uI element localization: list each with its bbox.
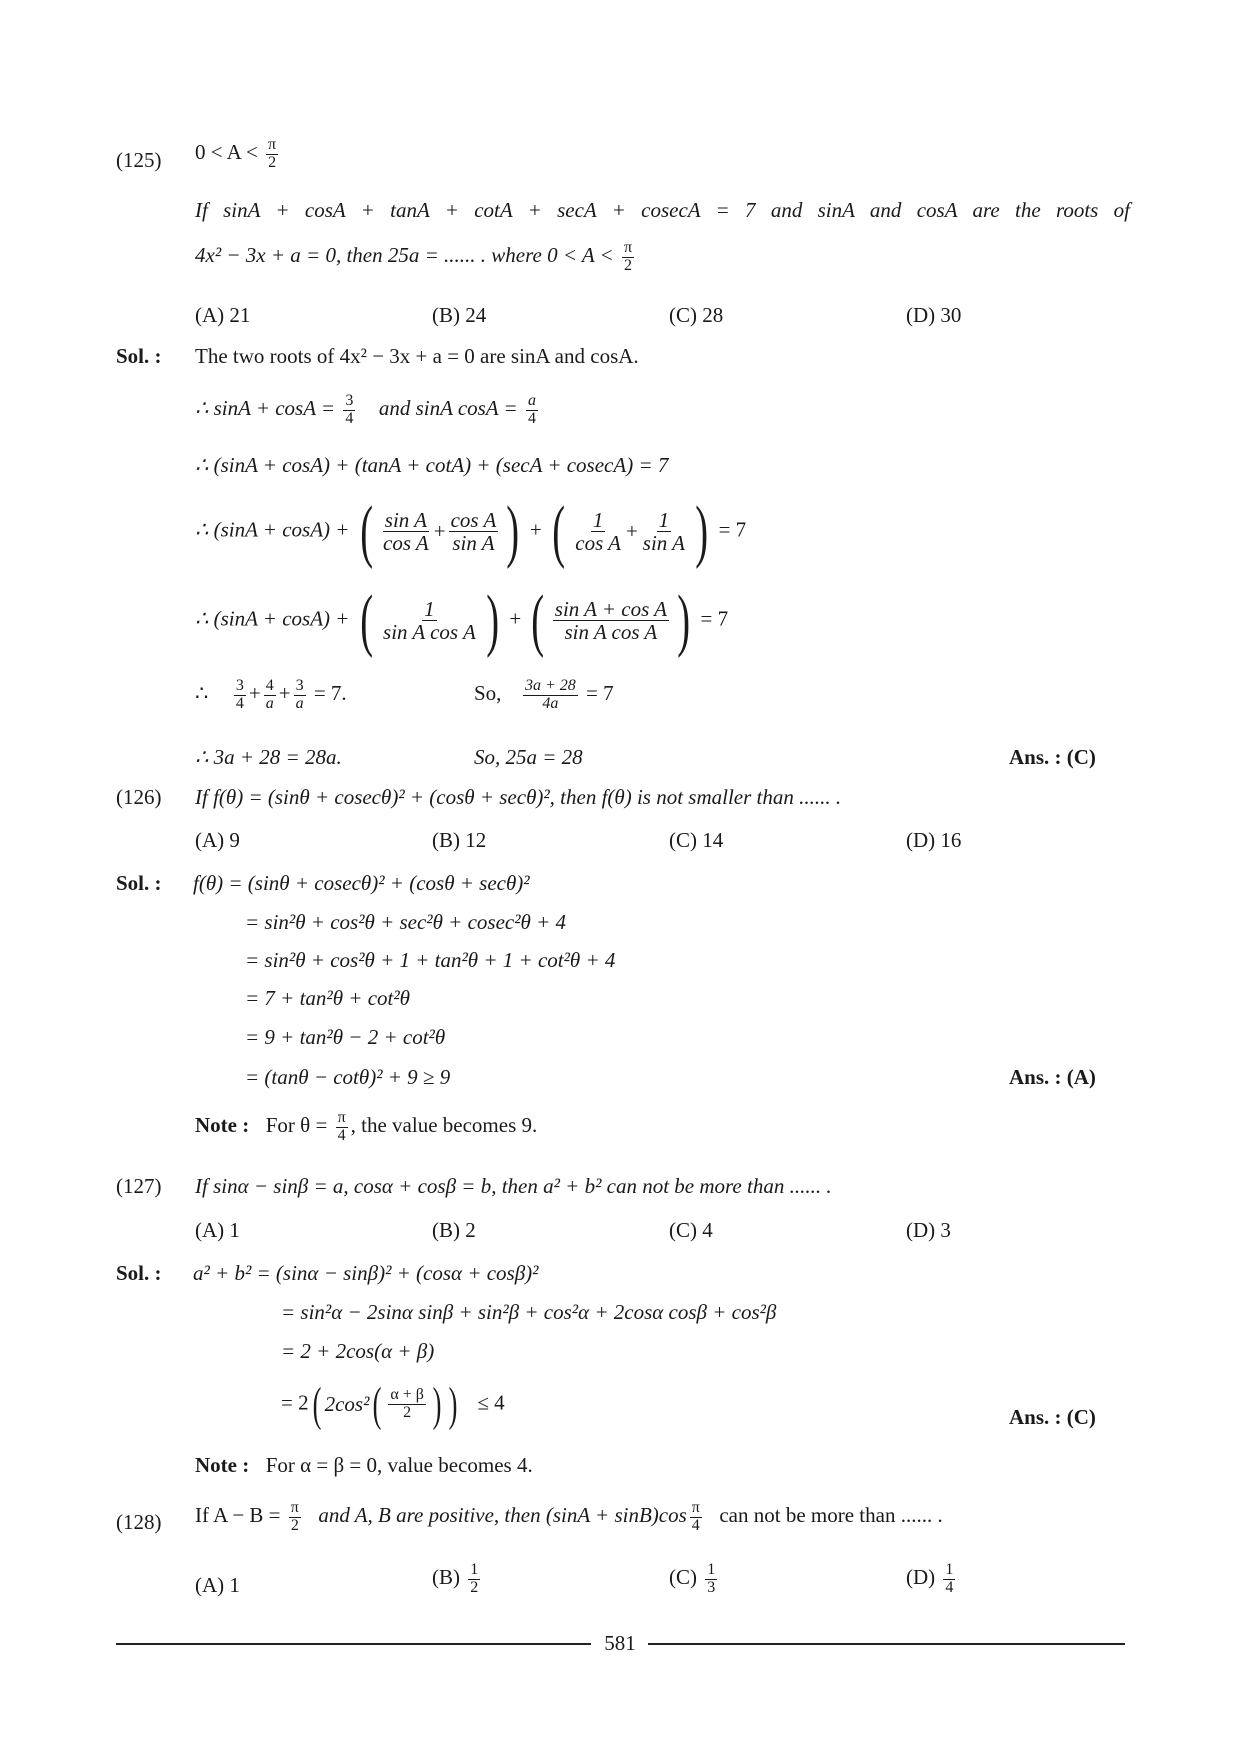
q126-option-a: (A) 9 bbox=[195, 828, 240, 852]
q128-option-d: (D) $\frac{1}{4}$ bbox=[906, 1561, 954, 1596]
page-number: 581 bbox=[604, 1631, 636, 1655]
q126-sol-line2: = sin²θ + cos²θ + sec²θ + cosec²θ + 4 bbox=[245, 910, 566, 934]
q125-sol-line3: ∴ (sinA + cosA) + (tanA + cotA) + (secA + cosecA) = 7 bbox=[195, 453, 669, 477]
q125-option-d: (D) 30 bbox=[906, 303, 962, 327]
q126-sol-line5: = 9 + tan²θ − 2 + cot²θ bbox=[245, 1025, 446, 1049]
q125-question-line2: 4x² − 3x + a = 0, then 25a = ...... . where 0 < A < $\frac{\pi}{2}$ bbox=[195, 239, 633, 274]
q127-sol-line2: = sin²α − 2sinα sinβ + sin²β + cos²α + 2cosα cosβ + cos²β bbox=[281, 1300, 777, 1324]
q125-option-a: (A) 21 bbox=[195, 303, 251, 327]
q126-question: If f(θ) = (sinθ + cosecθ)² + (cosθ + secθ)², then f(θ) is not smaller than ...... . bbox=[195, 785, 842, 809]
q125-question-line1: If sinA + cosA + tanA + cotA + secA + cosecA = 7 and sinA and cosA are the roots of bbox=[195, 198, 1130, 222]
q128-option-a: (A) 1 bbox=[195, 1573, 240, 1597]
q125-sol-line6: ∴ $\frac{3}{4}$ + $\frac{4}{a}$ + $\frac{3}{a}$ = 7. bbox=[195, 677, 347, 712]
q127-option-a: (A) 1 bbox=[195, 1218, 240, 1242]
q126-option-c: (C) 14 bbox=[669, 828, 724, 852]
q126-number: (126) bbox=[116, 785, 162, 809]
q128-option-b: (B) $\frac{1}{2}$ bbox=[432, 1561, 479, 1596]
q126-sol-line1: f(θ) = (sinθ + cosecθ)² + (cosθ + secθ)² bbox=[193, 871, 530, 895]
q126-note: Note : For θ = $\frac{\pi}{4}$ , the value becomes 9. bbox=[195, 1109, 538, 1144]
q126-sol-label: Sol. : bbox=[116, 871, 162, 895]
q127-option-c: (C) 4 bbox=[669, 1218, 713, 1242]
q125-sol-line6-so: So, $\frac{3a + 28}{4a}$ = 7 bbox=[474, 677, 614, 712]
q125-sol-line2: ∴ sinA + cosA = $\frac{3}{4}$ and sinA cosA = $\frac{a}{4}$ bbox=[195, 392, 536, 427]
q125-sol-line1: The two roots of 4x² − 3x + a = 0 are sinA and cosA. bbox=[195, 344, 639, 368]
q127-answer: Ans. : (C) bbox=[1009, 1405, 1096, 1429]
q125-answer: Ans. : (C) bbox=[1009, 745, 1096, 769]
q127-note: Note : For α = β = 0, value becomes 4. bbox=[195, 1453, 533, 1477]
q128-option-c: (C) $\frac{1}{3}$ bbox=[669, 1561, 716, 1596]
q127-sol-line4: = 2 ( 2cos² ( $\frac{\alpha + \beta}{2}$ ) ) ≤ 4 bbox=[281, 1378, 505, 1431]
q125-sol-line5: ∴ (sinA + cosA) + ( $\frac{1}{\text{sin A cos A}}$ ) + ( $\frac{\text{sin A + cos A}}{\text{sin A cos A}}$ ) = 7 bbox=[195, 582, 729, 659]
q127-question: If sinα − sinβ = a, cosα + cosβ = b, then a² + b² can not be more than ...... . bbox=[195, 1174, 832, 1198]
q127-number: (127) bbox=[116, 1174, 162, 1198]
q128-question: If A − B = $\frac{\pi}{2}$ and A, B are positive, then (sinA + sinB)cos $\frac{\pi}{4}$ can not be more than ...... . bbox=[195, 1499, 943, 1534]
q127-option-d: (D) 3 bbox=[906, 1218, 951, 1242]
footer-rule-left bbox=[116, 1643, 591, 1645]
q128-number: (128) bbox=[116, 1510, 162, 1534]
q126-option-d: (D) 16 bbox=[906, 828, 962, 852]
q125-sol-label: Sol. : bbox=[116, 344, 162, 368]
q127-sol-line1: a² + b² = (sinα − sinβ)² + (cosα + cosβ)² bbox=[193, 1261, 539, 1285]
q125-sol-line7-so: So, 25a = 28 bbox=[474, 745, 583, 769]
footer-rule-right bbox=[648, 1643, 1125, 1645]
q126-sol-line4: = 7 + tan²θ + cot²θ bbox=[245, 986, 410, 1010]
q125-sol-line4: ∴ (sinA + cosA) + ( $\frac{\text{sin A}}{\text{cos A}}$ + $\frac{\text{cos A}}{\text{sin A}}$ ) + ( $\frac{1}{\text{cos A}}$ + $\frac{1}{\text{sin A}}$ ) = 7 bbox=[195, 493, 747, 570]
q127-sol-label: Sol. : bbox=[116, 1261, 162, 1285]
q126-sol-line6: = (tanθ − cotθ)² + 9 ≥ 9 bbox=[245, 1065, 451, 1089]
q127-option-b: (B) 2 bbox=[432, 1218, 476, 1242]
q125-number: (125) bbox=[116, 148, 162, 172]
q126-sol-line3: = sin²θ + cos²θ + 1 + tan²θ + 1 + cot²θ + 4 bbox=[245, 948, 616, 972]
q127-sol-line3: = 2 + 2cos(α + β) bbox=[281, 1339, 435, 1363]
q126-option-b: (B) 12 bbox=[432, 828, 487, 852]
q125-sol-line7: ∴ 3a + 28 = 28a. bbox=[195, 745, 342, 769]
q125-option-c: (C) 28 bbox=[669, 303, 724, 327]
q126-answer: Ans. : (A) bbox=[1009, 1065, 1096, 1089]
q125-option-b: (B) 24 bbox=[432, 303, 487, 327]
q125-range: 0 < A < $\frac{\pi}{2}$ bbox=[195, 136, 277, 171]
